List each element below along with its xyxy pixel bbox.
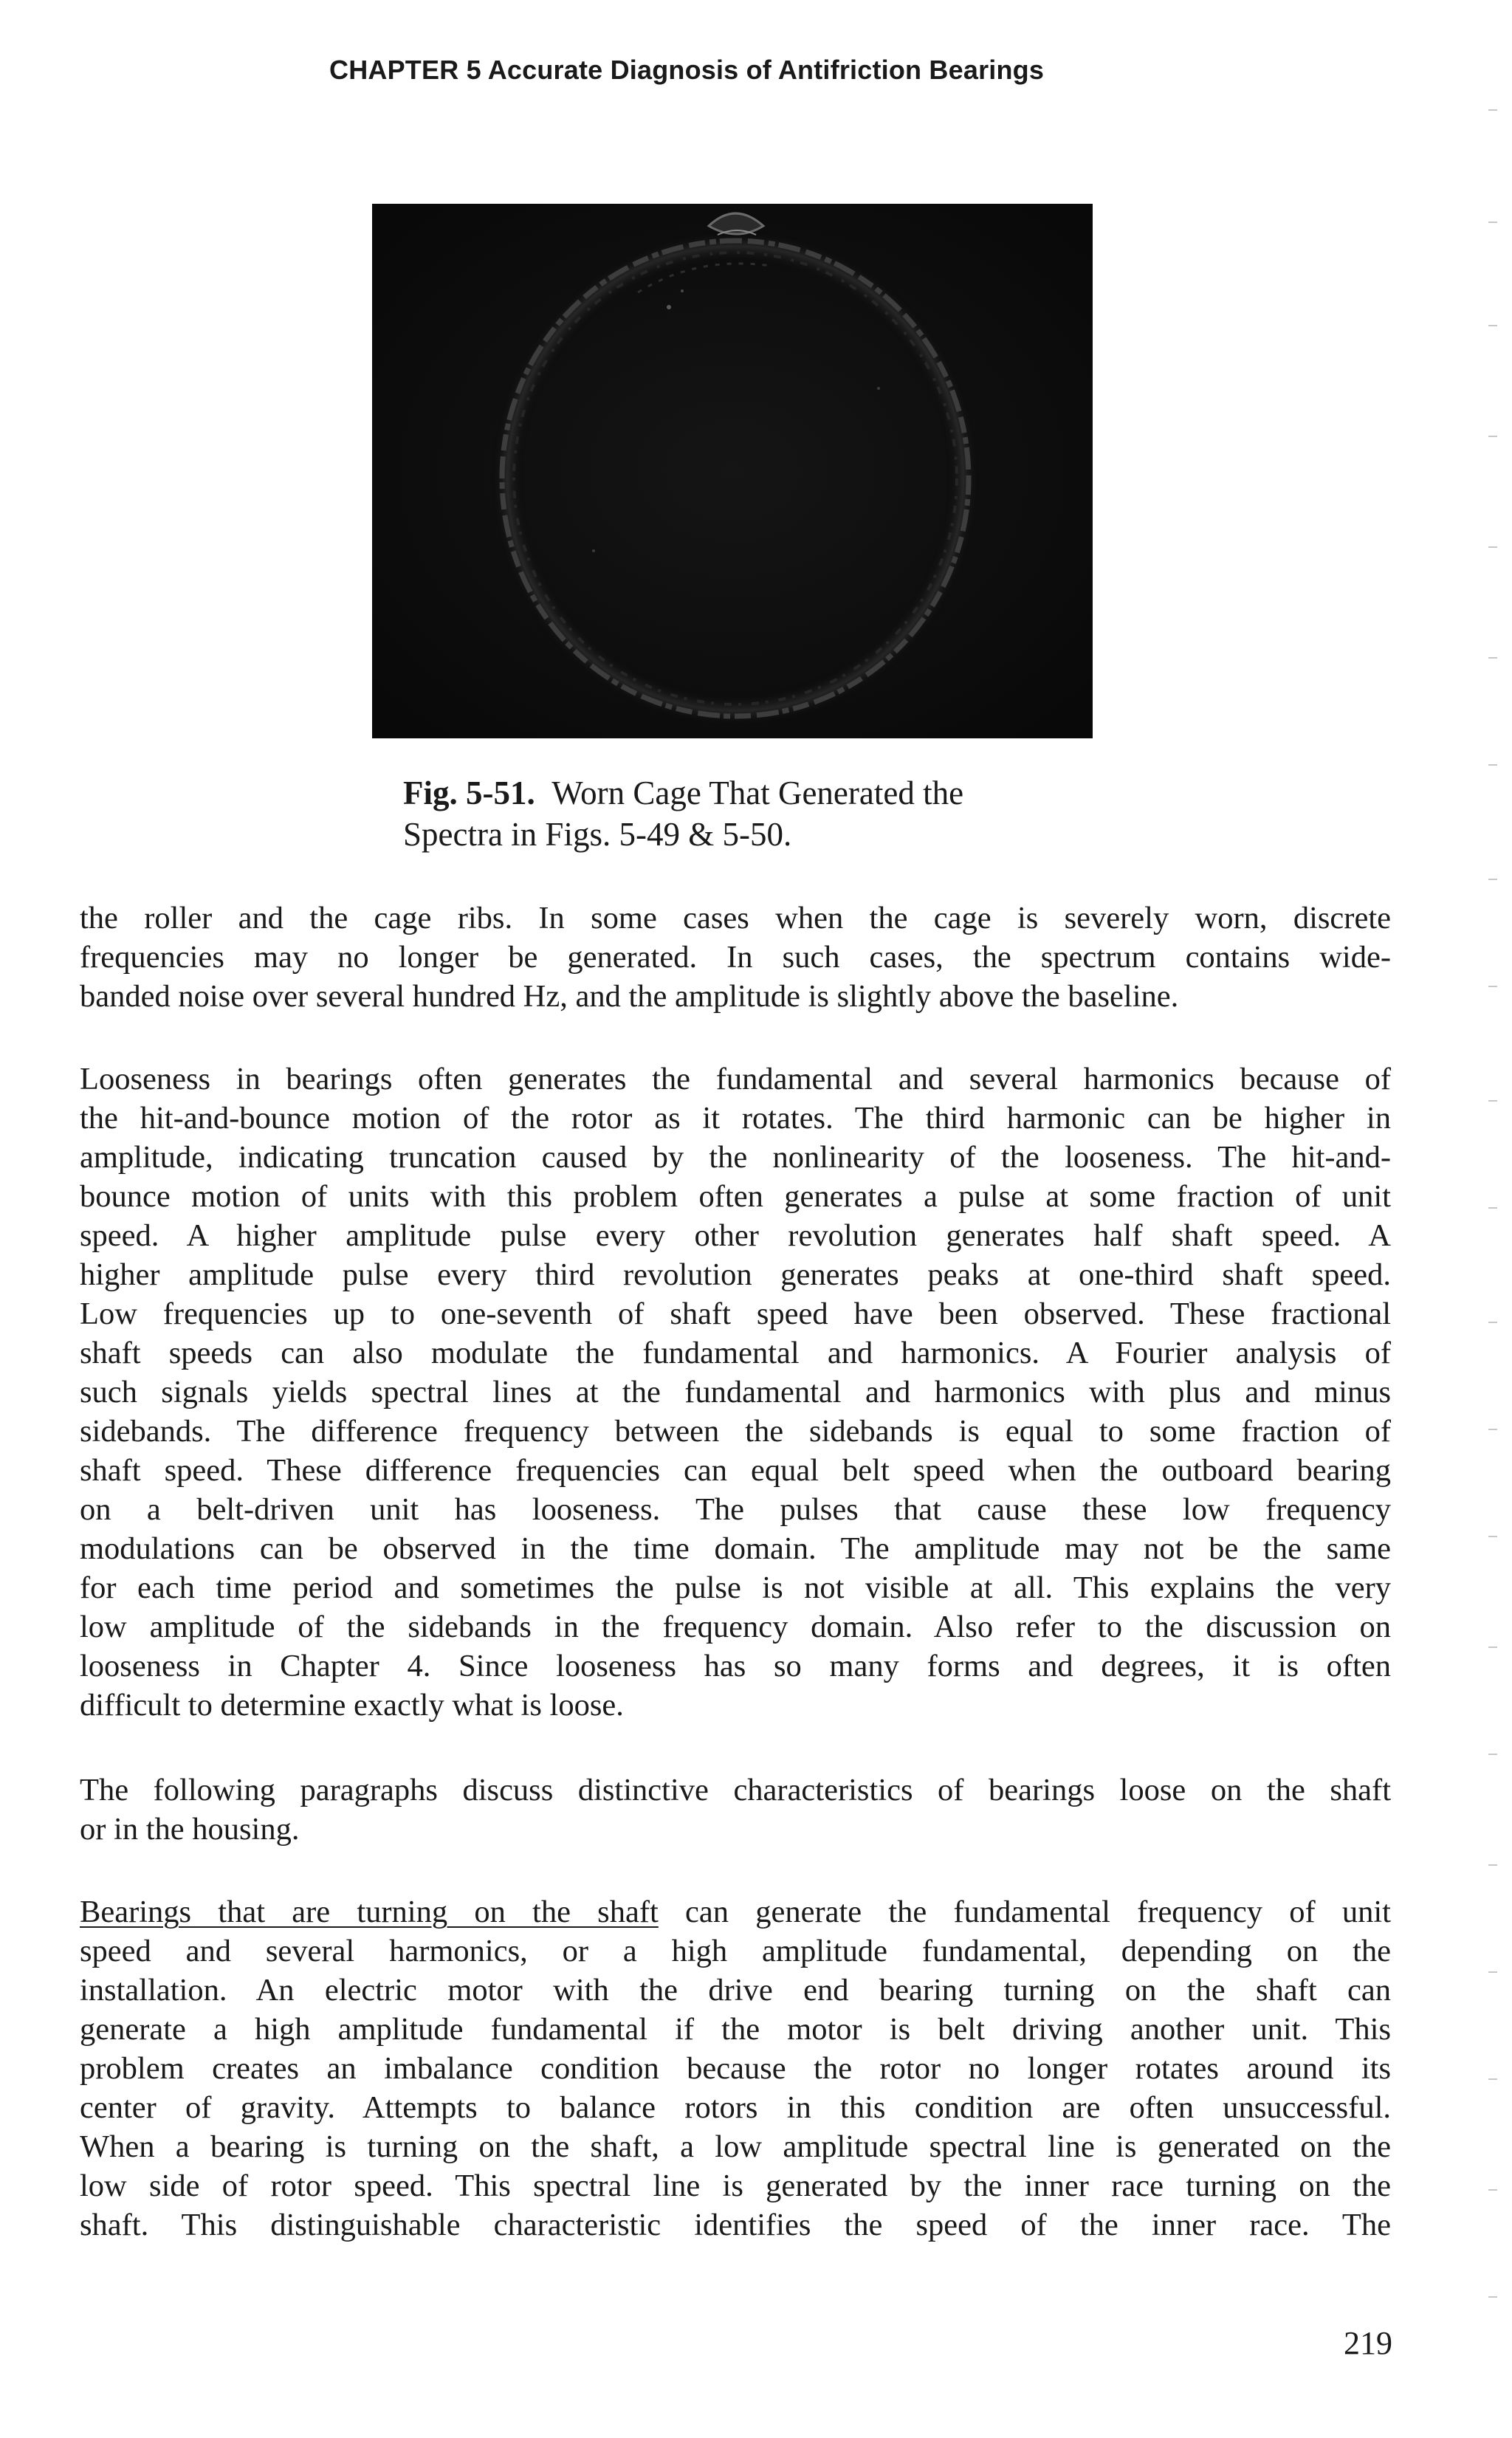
text-line: sidebands. The difference frequency between the sidebands is equal to some fraction of	[80, 1414, 1391, 1449]
text-line: low amplitude of the sidebands in the frequency domain. Also refer to the discussion on	[80, 1610, 1391, 1644]
text-line: problem creates an imbalance condition because the rotor no longer rotates around its	[80, 2051, 1391, 2086]
caption-line-1	[403, 772, 963, 814]
text-line: shaft speeds can also modulate the fundamental and harmonics. A Fourier analysis of	[80, 1336, 1391, 1370]
text-line: speed. A higher amplitude pulse every other revolution generates half shaft speed. A	[80, 1218, 1391, 1253]
text-line-first	[80, 1892, 1391, 1931]
text-line: higher amplitude pulse every third revolution generates peaks at one-third shaft speed.	[80, 1257, 1391, 1292]
text-line: The following paragraphs discuss distinctive characteristics of bearings loose on the shaft	[80, 1773, 1391, 1807]
text-line: center of gravity. Attempts to balance rotors in this condition are often unsuccessful.	[80, 2090, 1391, 2125]
text-line: modulations can be observed in the time domain. The amplitude may not be the same	[80, 1531, 1391, 1566]
first-line-rest: can generate the fundamental frequency of unit	[658, 1895, 1391, 1929]
text-line: on a belt-driven unit has looseness. The pulses that cause these low frequency	[80, 1492, 1391, 1527]
text-line: low side of rotor speed. This spectral line is generated by the inner race turning on the	[80, 2169, 1391, 2203]
text-line: Looseness in bearings often generates the fundamental and several harmonics because of	[80, 1062, 1391, 1096]
figure-photo-worn-cage	[372, 204, 1093, 738]
text-line: frequencies may no longer be generated. In such cases, the spectrum contains wide-	[80, 940, 1391, 975]
worn-cage-image	[372, 204, 1093, 738]
figure-caption	[403, 772, 963, 855]
paragraph-cage-worn	[80, 899, 1391, 1016]
paragraph-following	[80, 1771, 1391, 1849]
figure-label: Fig. 5-51.	[403, 775, 535, 811]
text-line: shaft. This distinguishable characteristic identifies the speed of the inner race. The	[80, 2208, 1391, 2242]
underlined-lead-phrase: Bearings that are turning on the shaft	[80, 1895, 659, 1929]
text-line: amplitude, indicating truncation caused by the nonlinearity of the looseness. The hit-and-	[80, 1140, 1391, 1175]
text-line: banded noise over several hundred Hz, and the amplitude is slightly above the baseline.	[80, 979, 1179, 1014]
running-head: CHAPTER 5 Accurate Diagnosis of Antifriction Bearings	[329, 55, 1045, 85]
text-line: installation. An electric motor with the drive end bearing turning on the shaft can	[80, 1973, 1391, 2008]
text-line: for each time period and sometimes the pulse is not visible at all. This explains the very	[80, 1570, 1391, 1605]
text-line: difficult to determine exactly what is loose.	[80, 1688, 624, 1723]
caption-title-line1: Worn Cage That Generated the	[551, 775, 964, 811]
text-line: the roller and the cage ribs. In some cases when the cage is severely worn, discrete	[80, 901, 1391, 935]
text-line: When a bearing is turning on the shaft, a low amplitude spectral line is generated on the	[80, 2129, 1391, 2164]
text-line: such signals yields spectral lines at the fundamental and harmonics with plus and minus	[80, 1375, 1391, 1409]
caption-line-2: Spectra in Figs. 5-49 & 5-50.	[403, 816, 792, 853]
paragraph-looseness	[80, 1060, 1391, 1725]
page-number: 219	[1344, 2325, 1392, 2361]
text-line: or in the housing.	[80, 1812, 300, 1847]
text-line: Low frequencies up to one-seventh of shaft speed have been observed. These fractional	[80, 1297, 1391, 1331]
scan-margin-ticks	[1488, 0, 1499, 2438]
text-line: the hit-and-bounce motion of the rotor as it rotates. The third harmonic can be higher in	[80, 1101, 1391, 1136]
text-line: speed and several harmonics, or a high amplitude fundamental, depending on the	[80, 1934, 1391, 1968]
paragraph-turning-on-shaft	[80, 1892, 1391, 2245]
text-line: shaft speed. These difference frequencies can equal belt speed when the outboard bearing	[80, 1453, 1391, 1488]
text-line: generate a high amplitude fundamental if the motor is belt driving another unit. This	[80, 2012, 1391, 2047]
text-line: looseness in Chapter 4. Since looseness has so many forms and degrees, it is often	[80, 1649, 1391, 1683]
text-line: bounce motion of units with this problem often generates a pulse at some fraction of unit	[80, 1179, 1391, 1214]
